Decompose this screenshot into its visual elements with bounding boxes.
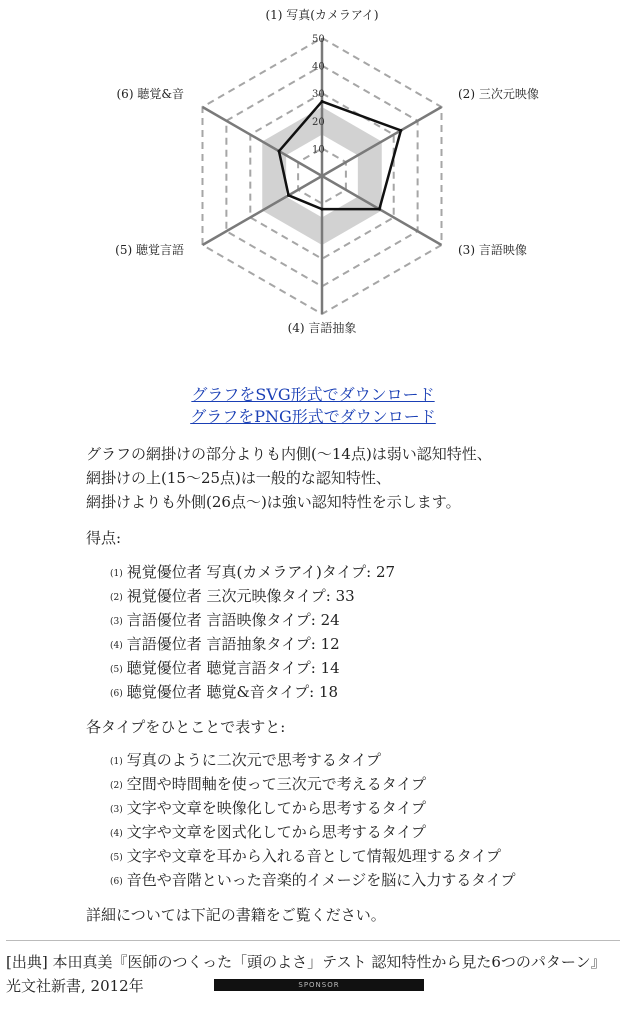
description-line: 網掛けの上(15〜25点)は一般的な認知特性、 xyxy=(86,469,391,487)
list-item xyxy=(110,844,516,868)
list-item xyxy=(110,560,395,584)
details-note: 詳細については下記の書籍をご覧ください。 xyxy=(86,906,386,924)
item-text: 言語優位者 言語抽象タイプ: 12 xyxy=(126,635,340,653)
png-download-link[interactable]: グラフをPNG形式でダウンロード xyxy=(190,407,436,426)
score-point xyxy=(399,129,402,132)
radar-chart xyxy=(0,0,626,345)
list-item xyxy=(110,608,395,632)
sponsor-banner[interactable]: SPONSOR xyxy=(214,979,424,991)
types-heading: 各タイプをひとことで表すと: xyxy=(86,718,286,736)
list-item xyxy=(110,656,395,680)
tick-label: 40 xyxy=(312,61,325,73)
list-item xyxy=(110,820,516,844)
list-item xyxy=(110,868,516,892)
item-number: (4) xyxy=(110,829,123,839)
axis-label: (2) 三次元映像 xyxy=(458,87,539,101)
item-number: (1) xyxy=(110,569,123,579)
list-item xyxy=(110,680,395,704)
item-text: 文字や文章を映像化してから思考するタイプ xyxy=(126,799,427,817)
list-item xyxy=(110,632,395,656)
item-number: (6) xyxy=(110,689,123,699)
axis-label: (1) 写真(カメラアイ) xyxy=(265,8,379,22)
scores-heading: 得点: xyxy=(86,529,122,547)
list-item xyxy=(110,748,516,772)
axis-label: (4) 言語抽象 xyxy=(287,321,357,335)
item-number: (3) xyxy=(110,805,123,815)
tick-label: 30 xyxy=(312,89,325,101)
item-text: 写真のように二次元で思考するタイプ xyxy=(126,751,382,769)
description xyxy=(86,442,606,514)
item-number: (2) xyxy=(110,593,123,603)
item-number: (2) xyxy=(110,781,123,791)
item-number: (4) xyxy=(110,641,123,651)
item-text: 聴覚優位者 聴覚&音タイプ: 18 xyxy=(126,683,339,701)
svg-download-link[interactable]: グラフをSVG形式でダウンロード xyxy=(191,385,435,404)
item-number: (3) xyxy=(110,617,123,627)
score-point xyxy=(277,150,280,153)
list-item xyxy=(110,772,516,796)
item-text: 言語優位者 言語映像タイプ: 24 xyxy=(126,611,340,629)
axis-label: (5) 聴覚言語 xyxy=(115,243,184,257)
tick-label: 50 xyxy=(312,34,325,45)
description-line: グラフの網掛けの部分よりも内側(〜14点)は弱い認知特性、 xyxy=(86,445,492,463)
list-item xyxy=(110,796,516,820)
types-list xyxy=(110,748,516,892)
divider xyxy=(6,940,620,941)
score-point xyxy=(287,194,290,197)
item-number: (5) xyxy=(110,853,123,863)
item-number: (5) xyxy=(110,665,123,675)
tick-label: 20 xyxy=(312,116,325,128)
axis-label: (6) 聴覚&音 xyxy=(116,87,184,101)
score-point xyxy=(321,208,324,211)
axis-label: (3) 言語映像 xyxy=(458,243,527,257)
list-item xyxy=(110,584,395,608)
item-text: 文字や文章を図式化してから思考するタイプ xyxy=(126,823,427,841)
item-text: 文字や文章を耳から入れる音として情報処理するタイプ xyxy=(126,847,502,865)
item-number: (6) xyxy=(110,877,123,887)
item-text: 視覚優位者 三次元映像タイプ: 33 xyxy=(126,587,355,605)
item-text: 視覚優位者 写真(カメラアイ)タイプ: 27 xyxy=(126,563,396,581)
tick-label: 10 xyxy=(312,144,325,156)
item-number: (1) xyxy=(110,757,123,767)
scores-list xyxy=(110,560,395,704)
item-text: 聴覚優位者 聴覚言語タイプ: 14 xyxy=(126,659,340,677)
score-point xyxy=(321,100,324,103)
item-text: 空間や時間軸を使って三次元で考えるタイプ xyxy=(126,775,427,793)
source-line: 光文社新書, 2012年 xyxy=(6,977,144,995)
source-line: [出典] 本田真美『医師のつくった「頭のよさ」テスト 認知特性から見た6つのパターン』 xyxy=(6,953,606,971)
download-links xyxy=(0,384,626,428)
item-text: 音色や音階といった音楽的イメージを脳に入力するタイプ xyxy=(126,871,516,889)
score-point xyxy=(378,208,381,211)
description-line: 網掛けよりも外側(26点〜)は強い認知特性を示します。 xyxy=(86,493,461,511)
